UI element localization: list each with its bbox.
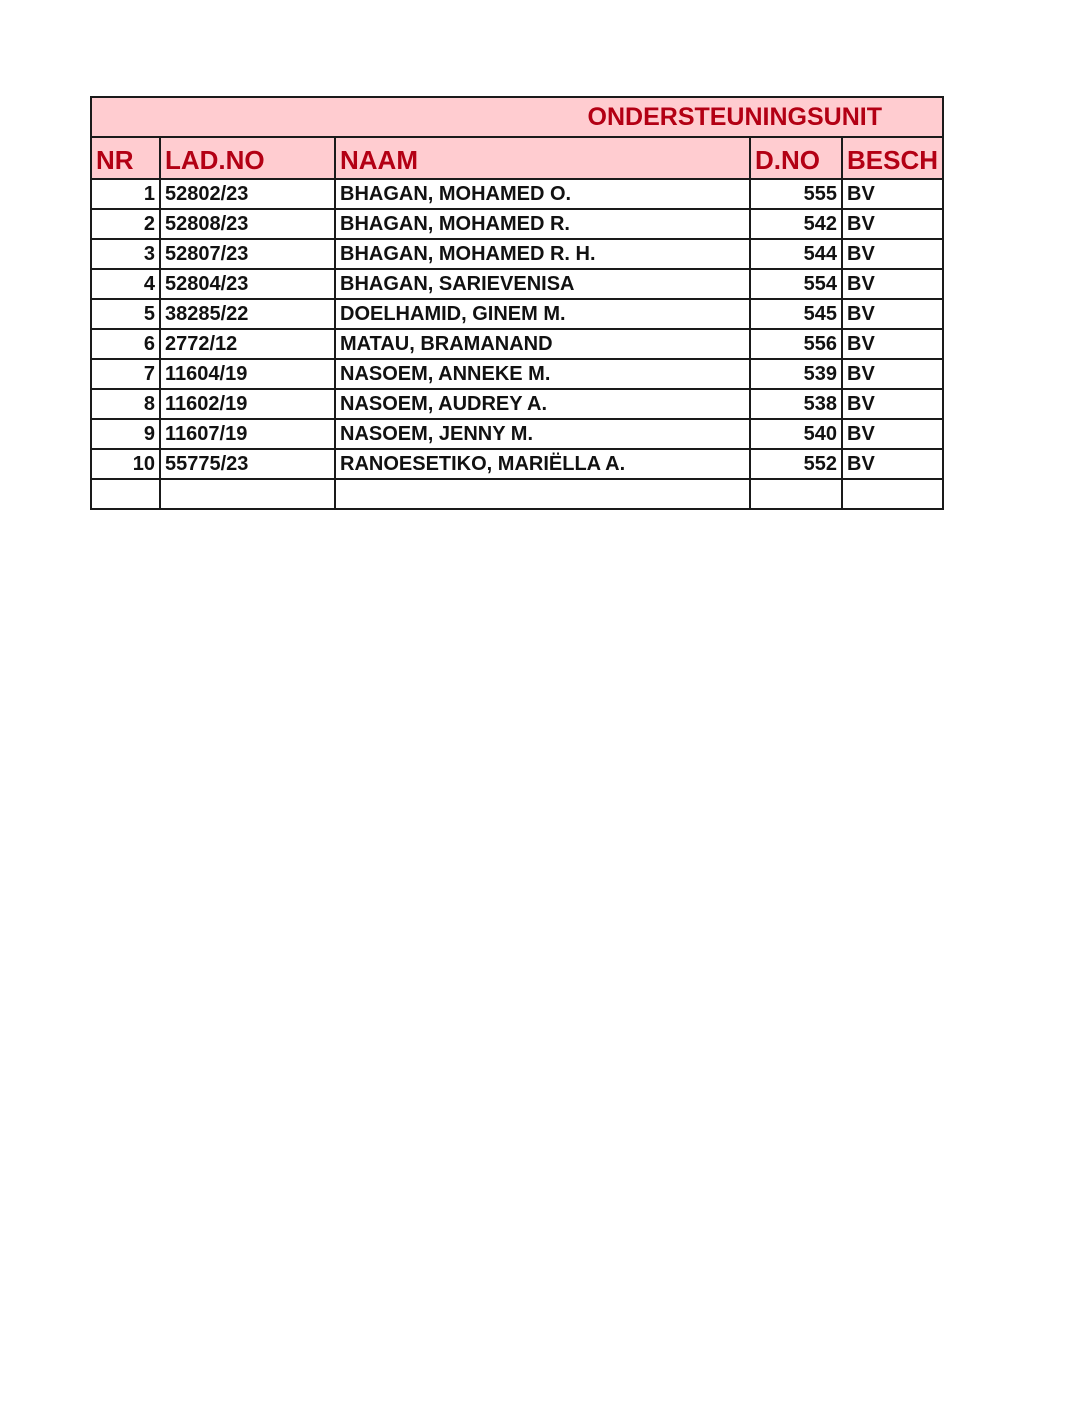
empty-row	[91, 479, 943, 509]
cell-naam: BHAGAN, SARIEVENISA	[335, 269, 750, 299]
cell-d-no: 554	[750, 269, 842, 299]
cell-lad-no: 52802/23	[160, 179, 335, 209]
column-header-naam: NAAM	[335, 137, 750, 179]
sheet-title: ONDERSTEUNINGSUNIT	[91, 97, 943, 137]
column-header-nr: NR	[91, 137, 160, 179]
cell-lad-no: 52804/23	[160, 269, 335, 299]
cell-nr: 6	[91, 329, 160, 359]
table-row	[91, 299, 943, 329]
cell-besch: BV	[842, 419, 943, 449]
cell-d-no: 544	[750, 239, 842, 269]
cell-naam: NASOEM, JENNY M.	[335, 419, 750, 449]
table-row	[91, 329, 943, 359]
cell-nr: 9	[91, 419, 160, 449]
cell-lad-no: 52808/23	[160, 209, 335, 239]
header-row	[91, 137, 943, 179]
cell-besch: BV	[842, 269, 943, 299]
cell-d-no: 556	[750, 329, 842, 359]
table-row	[91, 209, 943, 239]
spreadsheet	[90, 96, 942, 510]
table-row	[91, 359, 943, 389]
table-row	[91, 449, 943, 479]
table-row	[91, 269, 943, 299]
cell-lad-no: 55775/23	[160, 449, 335, 479]
cell-naam: BHAGAN, MOHAMED R.	[335, 209, 750, 239]
cell-d-no: 545	[750, 299, 842, 329]
cell-besch: BV	[842, 239, 943, 269]
cell-besch: BV	[842, 449, 943, 479]
cell-naam: NASOEM, ANNEKE M.	[335, 359, 750, 389]
cell-besch: BV	[842, 359, 943, 389]
cell-nr: 1	[91, 179, 160, 209]
cell-naam: RANOESETIKO, MARIËLLA A.	[335, 449, 750, 479]
table-row	[91, 239, 943, 269]
table-body	[91, 179, 943, 509]
cell-d-no: 538	[750, 389, 842, 419]
roster-table	[90, 96, 944, 510]
cell-lad-no: 11607/19	[160, 419, 335, 449]
cell-d-no: 540	[750, 419, 842, 449]
cell-nr: 4	[91, 269, 160, 299]
empty-cell	[335, 479, 750, 509]
cell-naam: MATAU, BRAMANAND	[335, 329, 750, 359]
empty-cell	[842, 479, 943, 509]
cell-nr: 2	[91, 209, 160, 239]
cell-besch: BV	[842, 179, 943, 209]
cell-besch: BV	[842, 299, 943, 329]
column-header-lad-no: LAD.NO	[160, 137, 335, 179]
cell-besch: BV	[842, 209, 943, 239]
column-header-besch: BESCH	[842, 137, 943, 179]
cell-d-no: 552	[750, 449, 842, 479]
cell-naam: NASOEM, AUDREY A.	[335, 389, 750, 419]
cell-besch: BV	[842, 389, 943, 419]
cell-nr: 7	[91, 359, 160, 389]
table-row	[91, 389, 943, 419]
cell-d-no: 555	[750, 179, 842, 209]
cell-lad-no: 2772/12	[160, 329, 335, 359]
cell-nr: 5	[91, 299, 160, 329]
cell-nr: 10	[91, 449, 160, 479]
cell-naam: BHAGAN, MOHAMED O.	[335, 179, 750, 209]
cell-lad-no: 11602/19	[160, 389, 335, 419]
cell-nr: 3	[91, 239, 160, 269]
cell-besch: BV	[842, 329, 943, 359]
empty-cell	[91, 479, 160, 509]
cell-d-no: 539	[750, 359, 842, 389]
cell-lad-no: 11604/19	[160, 359, 335, 389]
cell-nr: 8	[91, 389, 160, 419]
empty-cell	[750, 479, 842, 509]
cell-naam: DOELHAMID, GINEM M.	[335, 299, 750, 329]
table-row	[91, 419, 943, 449]
cell-lad-no: 52807/23	[160, 239, 335, 269]
table-row	[91, 179, 943, 209]
cell-lad-no: 38285/22	[160, 299, 335, 329]
column-header-d-no: D.NO	[750, 137, 842, 179]
title-row	[91, 97, 943, 137]
empty-cell	[160, 479, 335, 509]
cell-naam: BHAGAN, MOHAMED R. H.	[335, 239, 750, 269]
cell-d-no: 542	[750, 209, 842, 239]
